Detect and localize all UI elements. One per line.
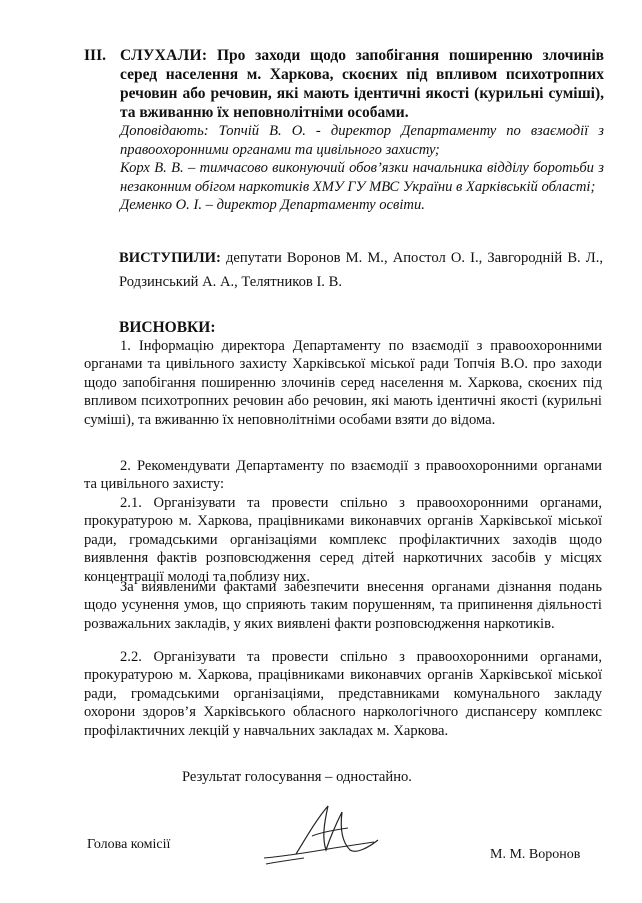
speakers-paragraph [119, 246, 603, 294]
conclusion-paragraph-2-1: 2.1. Організувати та провести спільно з правоохоронними органами, прокуратурою м. Харкова, працівниками виконавчих органів Харківської міської ради, громадськими організаціями комплекс профілактичних заходів щодо виявлення фактів розповсюдження серед дітей наркотичних засобів у місцях концентрації молоді та поблизу них. [84, 495, 602, 585]
conclusion-paragraph-2-2: 2.2. Організувати та провести спільно з правоохоронними органами, прокуратурою м. Харкова, працівниками виконавчих органів Харківської міської ради, громадськими організаціями, представниками комунального закладу охорони здоров’я Харківського обласного наркологічного диспансеру комплекс профілактичних лекцій у навчальних закладах м. Харкова. [84, 649, 602, 739]
signature-role: Голова комісії [87, 837, 171, 852]
handwritten-signature [256, 798, 386, 870]
speakers-keyword: ВИСТУПИЛИ: [119, 250, 221, 266]
conclusion-paragraph-2: 2. Рекомендувати Департаменту по взаємодії з правоохоронними органами та цивільного захисту: [84, 458, 602, 493]
heard-text: Про заходи щодо запобігання поширенню злочинів серед населення м. Харкова, скоєних під впливом психотропних речовин або речовин, які мають ідентичні якості (курильні суміші), та вживанню їх неповнолітніми особами. [120, 47, 605, 121]
conclusion-paragraph-1: 1. Інформацію директора Департаменту по взаємодії з правоохоронними органами та цивільного захисту Харківської міської ради Топчія В.О. про заходи щодо запобігання поширенню злочинів серед населення м. Харкова, скоєних під впливом психотропних речовин або речовин, які мають ідентичні якості (курильні суміші), та вживанню їх неповнолітніми особами взяти до відома. [84, 338, 602, 428]
signature-name: М. М. Воронов [490, 847, 581, 862]
reporter-line: Деменко О. І. – директор Департаменту освіти. [120, 197, 425, 214]
section-number: ІІІ. [84, 47, 106, 64]
vote-result: Результат голосування – одностайно. [182, 769, 412, 785]
conclusions-title: ВИСНОВКИ: [119, 319, 216, 336]
heard-paragraph [120, 46, 604, 122]
reporter-line: Доповідають: Топчій В. О. - директор Департаменту по взаємодії з правоохоронними органами та цивільного захисту; [120, 123, 604, 158]
conclusion-paragraph-2-1-continued: За виявленими фактами забезпечити внесення органами дізнання подань щодо усунення умов, що сприяють таким порушенням, та припинення діяльності розважальних закладів, у яких виявлені факти розповсюдження наркотиків. [84, 579, 602, 632]
speakers-text: депутати Воронов М. М., Апостол О. І., Завгородній В. Л., Родзинський А. А., Телятников І. В. [119, 250, 603, 290]
section-heard [84, 46, 604, 215]
reporter-line: Корх В. В. – тимчасово виконуючий обов’язки начальника відділу боротьби з незаконним обігом наркотиків ХМУ ГУ МВС України в Харківській області; [120, 160, 604, 195]
heard-keyword: СЛУХАЛИ: [120, 47, 208, 64]
